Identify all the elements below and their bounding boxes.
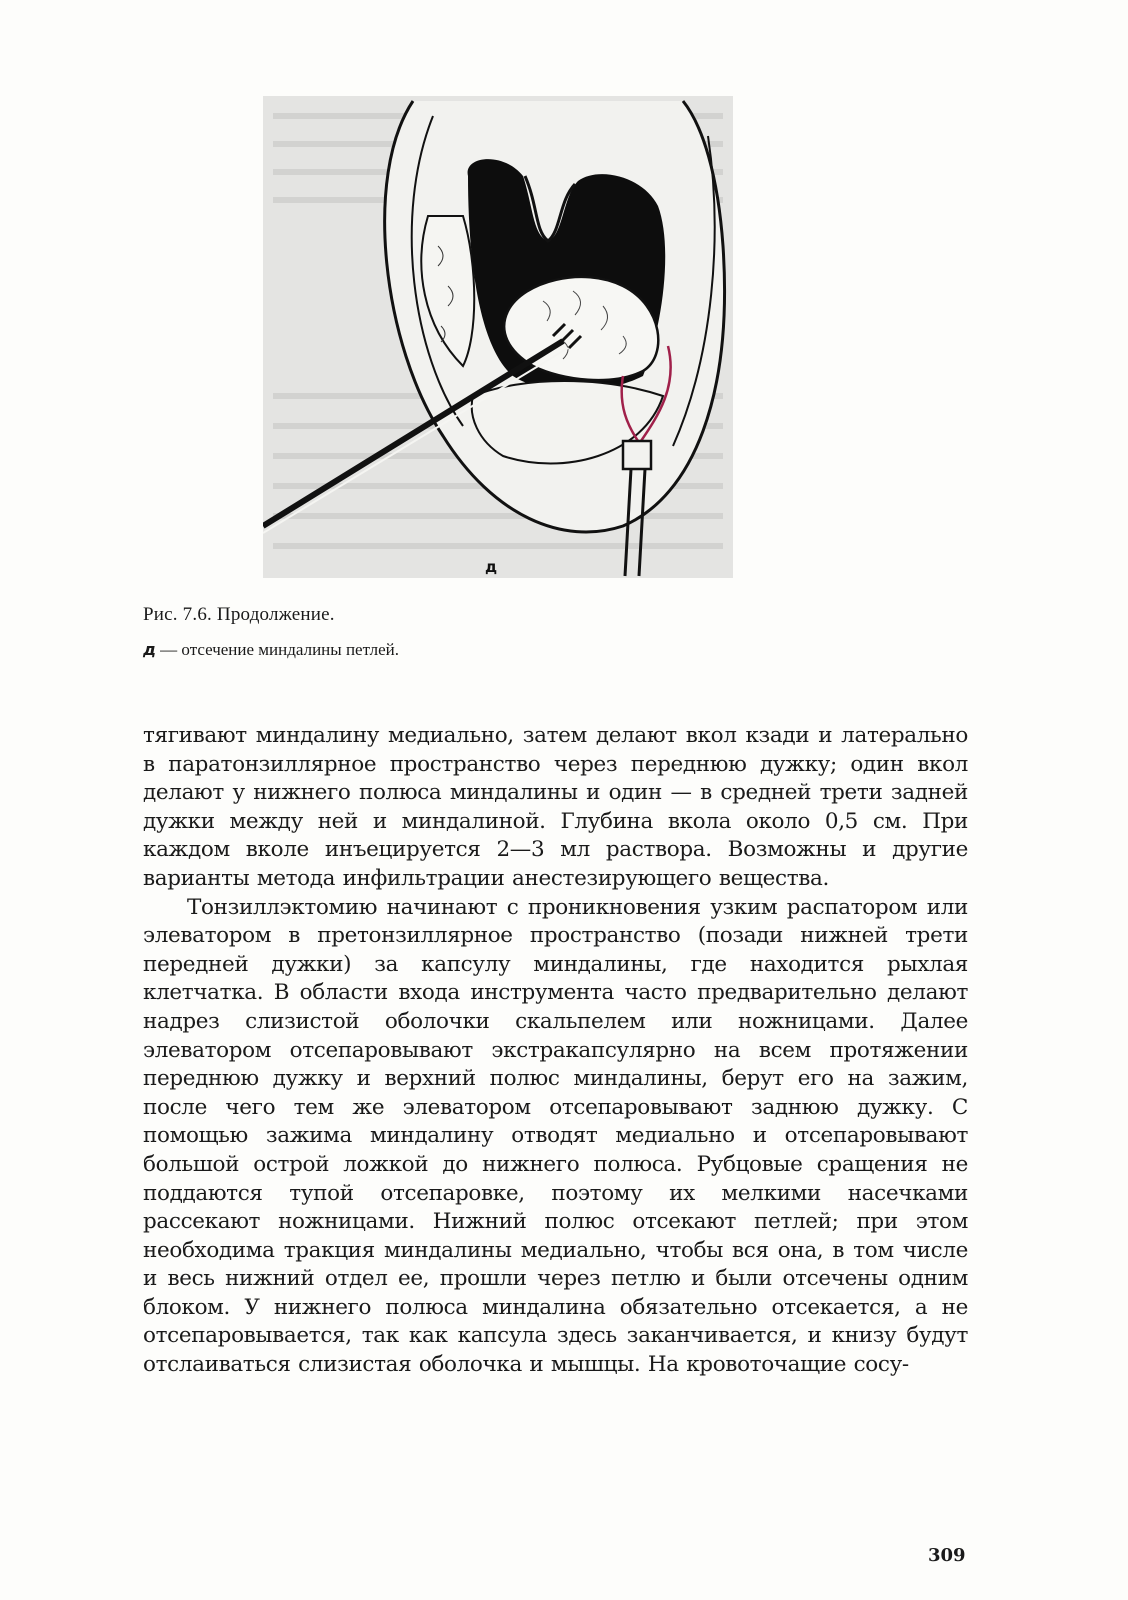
caption-letter: д <box>143 640 156 659</box>
figure-caption-description <box>143 640 399 660</box>
tonsillectomy-illustration <box>263 96 743 590</box>
paragraph-2: Тонзиллэктомию начинают с проникновения узким распатором или элеватором в претонзиллярное пространство (позади нижней трети передней дужки) за капсулу миндалины, где находится рыхлая клетчатка. В области входа инструмента часто предварительно делают надрез слизистой оболочки скальпелем или ножницами. Далее элеватором отсепаровывают экстракапсулярно на всем протяжении переднюю дужку и верхний полюс миндалины, берут его на зажим, после чего тем же элеватором отсепаровывают заднюю дужку. С помощью зажима миндалину отводят медиально и отсепаровывают большой острой ложкой до нижнего полюса. Рубцовые сращения не поддаются тупой отсепаровке, поэтому их мелкими насечками рассекают ножницами. Нижний полюс отсекают петлей; при этом необходима тракция миндалины медиально, чтобы вся она, в том числе и весь нижний отдел ее, прошли через петлю и были отсечены одним блоком. У нижнего полюса миндалина обязательно отсекается, а не отсепаровывается, так как капсула здесь заканчивается, и книзу будут отслаиваться слизистая оболочка и мышцы. На кровоточащие сосу- <box>143 894 968 1378</box>
page-number: 309 <box>928 1545 966 1566</box>
paragraph-1: тягивают миндалину медиально, затем делают вкол кзади и латерально в паратонзиллярное пространство через переднюю дужку; один вкол делают у нижнего полюса миндалины и один — в средней трети задней дужки между ней и миндалиной. Глубина вкола около 0,5 см. При каждом вколе инъецируется 2—3 мл раствора. Возможны и другие варианты метода инфильтрации анестезирующего вещества. <box>143 723 968 891</box>
panel-label: д <box>485 558 498 576</box>
figure-illustration <box>263 96 743 590</box>
caption-text: — отсечение миндалины петлей. <box>155 640 399 659</box>
snare-collar <box>623 441 651 469</box>
body-text <box>143 722 968 1380</box>
figure-caption-title: Рис. 7.6. Продолжение. <box>143 604 335 625</box>
